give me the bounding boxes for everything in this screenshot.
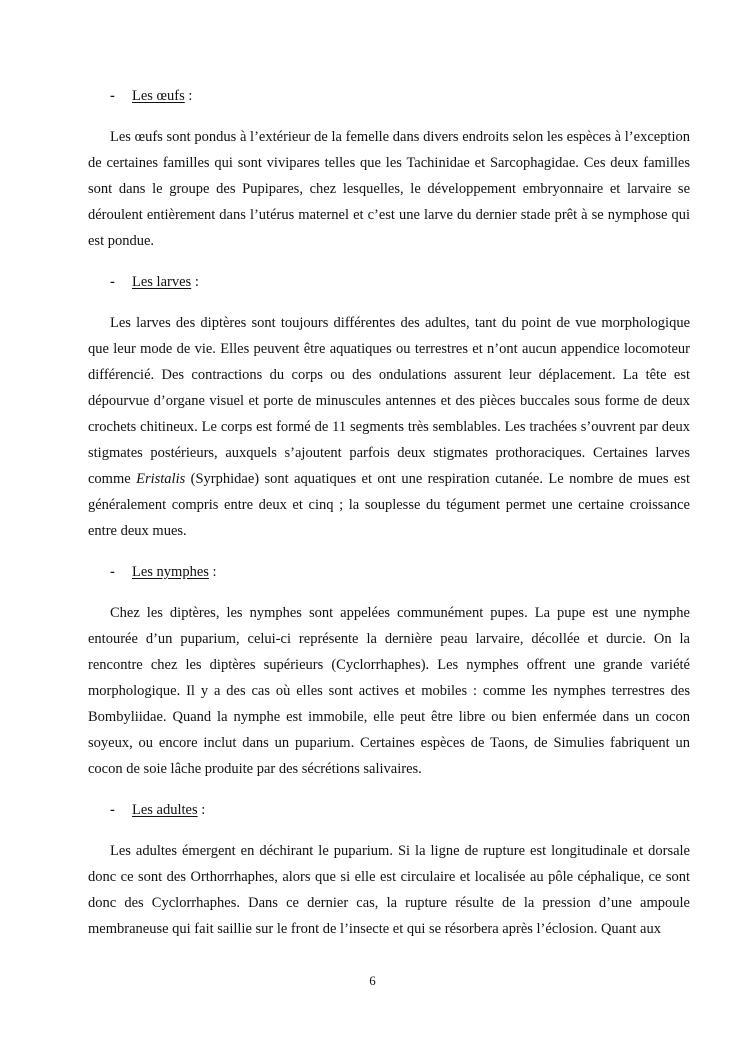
heading-colon: : — [191, 274, 199, 290]
heading-title: Les œufs — [132, 88, 185, 104]
paragraph-adultes: Les adultes émergent en déchirant le puparium. Si la ligne de rupture est longitudinale et dorsale donc ce sont des Orthorrhaphes, alors que si elle est circulaire et localisée au pôle céphalique, ce sont donc des Cyclorrhaphes. Dans ce dernier cas, la rupture résulte de la pression d’une ampoule membraneuse qui fait saillie sur le front de l’insecte et qui se résorbera après l’éclosion. Quant aux — [88, 843, 690, 937]
heading-title: Les larves — [132, 274, 192, 290]
heading-title: Les adultes — [132, 802, 198, 818]
bullet-dash: - — [110, 802, 115, 818]
bullet-dash: - — [110, 564, 115, 580]
italic-genus-name: Eristalis — [136, 471, 186, 487]
paragraph-text: Les larves des diptères sont toujours différentes des adultes, tant du point de vue morphologique que leur mode de vie. Elles peuvent être aquatiques ou terrestres et n’ont aucun appendice locomoteur différencié. Des contractions du corps ou des ondulations assurent leur déplacement. La tête est dépourvue d’organe visuel et porte de minuscules antennes et des pièces buccales sous forme de deux crochets chitineux. Le corps est formé de 11 segments très semblables. Les trachées s’ouvrent par deux stigmates postérieurs, auxquels s’ajoutent parfois deux stigmates prothoraciques. Certaines larves comme — [88, 315, 690, 487]
paragraph-text: (Syrphidae) sont aquatiques et ont une respiration cutanée. Le nombre de mues est généralement compris entre deux et cinq ; la souplesse du tégument permet une certaine croissance entre deux mues. — [88, 471, 690, 539]
section-heading-oeufs — [88, 86, 690, 106]
document-page — [88, 86, 690, 960]
section-heading-larves — [88, 272, 690, 292]
page-number: 6 — [369, 973, 376, 988]
section-heading-nymphes — [88, 562, 690, 582]
paragraph-larves — [88, 310, 690, 544]
heading-colon: : — [197, 802, 206, 818]
heading-colon: : — [208, 564, 217, 580]
paragraph-nymphes: Chez les diptères, les nymphes sont appelées communément pupes. La pupe est une nymphe entourée d’un puparium, celui-ci représente la dernière peau larvaire, décollée et durcie. On la rencontre chez les diptères supérieurs (Cyclorrhaphes). Les nymphes offrent une grande variété morphologique. Il y a des cas où elles sont actives et mobiles : comme les nymphes terrestres des Bombyliidae. Quand la nymphe est immobile, elle peut être libre ou bien enfermée dans un cocon soyeux, ou encore inclut dans un puparium. Certaines espèces de Taons, de Simulies fabriquent un cocon de soie lâche produite par des sécrétions salivaires. — [88, 605, 690, 777]
heading-title: Les nymphes — [132, 564, 209, 580]
heading-colon: : — [184, 88, 193, 104]
bullet-dash: - — [110, 274, 115, 290]
section-heading-adultes — [88, 800, 690, 820]
paragraph-oeufs: Les œufs sont pondus à l’extérieur de la femelle dans divers endroits selon les espèces à l’exception de certaines familles qui sont vivipares telles que les Tachinidae et Sarcophagidae. Ces deux familles sont dans le groupe des Pupipares, chez lesquelles, le développement embryonnaire et larvaire se déroulent entièrement dans l’utérus maternel et c’est une larve du dernier stade prêt à se nymphose qui est pondue. — [88, 129, 690, 249]
bullet-dash: - — [110, 88, 115, 104]
